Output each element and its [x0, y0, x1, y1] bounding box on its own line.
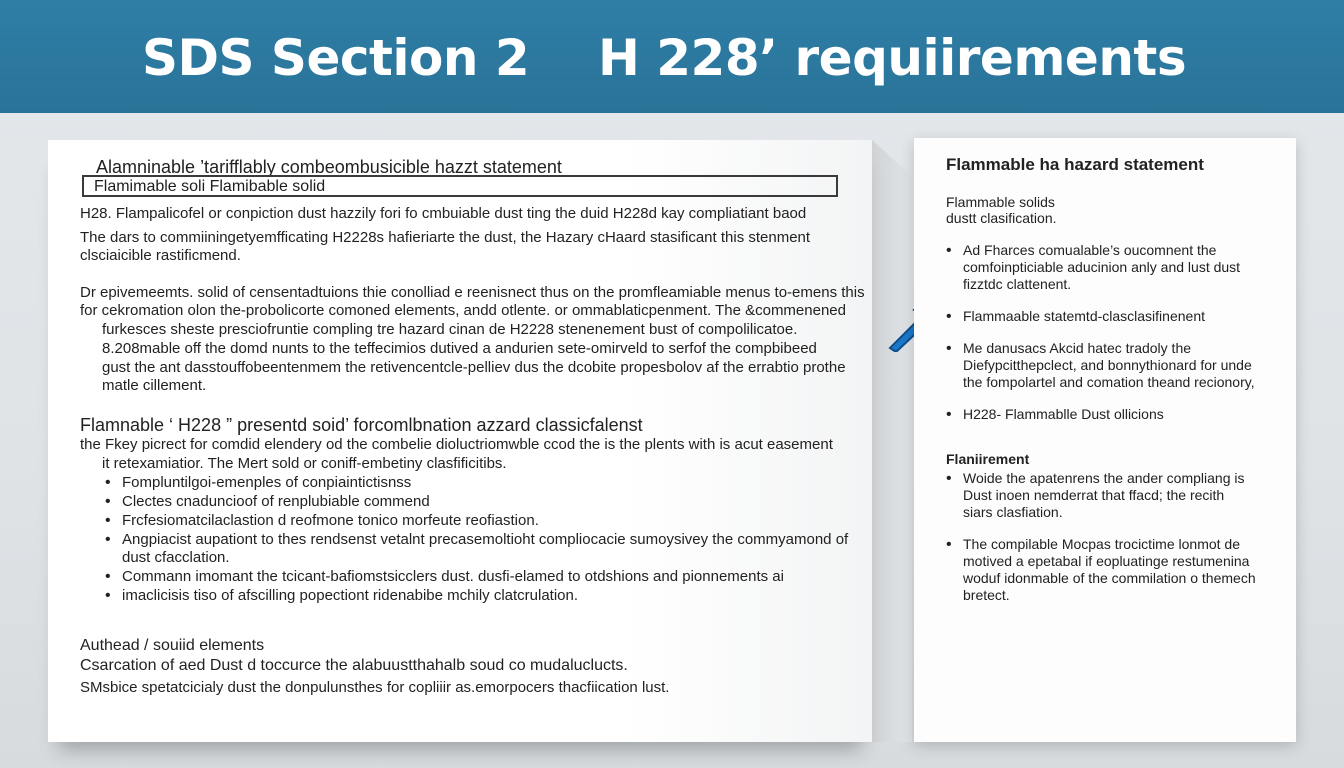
paragraph-line: H28. Flampalicofel or conpiction dust hazzily fori fo cmbuiable dust ting the duid H228d kay compliatiant baod: [80, 205, 807, 222]
paragraph-line: matle cillement.: [102, 377, 207, 394]
document-heading: Alamninable ’tarifflably combeombusicible hazzt statement: [96, 157, 562, 177]
list-item: • Clectes cnaduncioof of renplubiable commend: [122, 493, 430, 511]
sidebar-list-item: • Ad Fharces comualable’s oucomnent the: [963, 242, 1216, 259]
sidebar-list-item: • Flammaable statemtd-clasclasifinenent: [963, 308, 1205, 325]
sidebar-list-item-line: Diefypcitthepclect, and bonnythionard for unde: [963, 357, 1252, 373]
sidebar-title: Flammable ha hazard statement: [946, 155, 1204, 174]
highlighted-label-box: [82, 175, 838, 197]
paragraph-line: clsciaicible rastificmend.: [80, 247, 241, 264]
paragraph-line: The dars to commiiningetyemfficating H2228s hafieriarte the dust, the Hazary cHaard stasificant this stenment: [80, 229, 811, 246]
sidebar-list-item-line: fizztdc clattenent.: [963, 276, 1072, 292]
sidebar-section-title: Flaniirement: [946, 451, 1030, 467]
banner-title: SDS Section 2: [142, 29, 530, 87]
section-heading: Flamnable ‘ H228 ” presentd soid’ forcomlbnation azzard classicfalenst: [80, 415, 643, 435]
document-page-edge: [872, 140, 912, 742]
highlighted-label: Flamimable soli Flamibable solid: [94, 178, 326, 195]
list-item: • Fompluntilgoi-emenples of conpiaintictisnss: [122, 474, 411, 492]
sidebar-list-item-line: comfoinpticiable aducinion anly and lust dust: [963, 259, 1241, 275]
sidebar-list-item-line: bretect.: [963, 587, 1010, 603]
banner-title-requirements: H 228’ requiirements: [598, 29, 1187, 87]
sidebar-subtitle: Flammable solids: [946, 194, 1055, 210]
paragraph-line: 8.208mable off the domd nunts to the teffecimios dutived a andurien sete-omirveld to serfof the compbibeed: [102, 340, 817, 357]
sidebar-list-item-line: woduf idonmable of the commilation o themech: [963, 570, 1256, 586]
paragraph-line: it retexamiatior. The Mert sold or coniff-embetiny clasfificitibs.: [102, 455, 507, 472]
main-document: [48, 140, 872, 742]
sidebar-list-item: • Woide the apatenrens the ander compliang is: [963, 470, 1244, 487]
list-item: • Angpiacist aupationt to thes rendsenst vetalnt precasemoltioht compliocacie sumoysivey the commyamond of: [122, 531, 848, 549]
sidebar-panel: [914, 138, 1296, 742]
paragraph-line: for cekromation olon the-probolicorte comoned elements, andd otlente. or ommablaticpenment. The &commenened: [80, 302, 846, 319]
list-item-continuation: dust cfacclation.: [122, 549, 230, 566]
list-item: • Commann imomant the tcicant-bafiomstsicclers dust. dusfi-elamed to otdshions and pionnements ai: [122, 568, 784, 586]
footer-heading: Authead / souiid elements: [80, 637, 265, 654]
sidebar-list-item: • H228- Flammablle Dust ollicions: [963, 406, 1164, 423]
sidebar-list-item-line: siars clasfiation.: [963, 504, 1063, 520]
sidebar-list-item: • The compilable Mocpas trocictime lonmot de: [963, 536, 1240, 553]
footer-line: SMsbice spetatcicialy dust the donpulunsthes for copliiir as.emorpocers thacfiication lust.: [80, 679, 670, 696]
paragraph-line: Dr epivemeemts. solid of censentadtuions thie conolliad e reenisnect thus on the promfleamiable menus to-emens this: [80, 284, 865, 301]
list-item: • Frcfesiomatcilaclastion d reofmone tonico morfeute reofiastion.: [122, 512, 539, 530]
sidebar-list-item: • Me danusacs Akcid hatec tradoly the: [963, 340, 1191, 357]
footer-line: Csarcation of aed Dust d toccurce the alabuustthahalb soud co mudaluclucts.: [80, 657, 628, 674]
header-banner: [0, 0, 1344, 113]
sidebar-subtitle-2: dustt clasification.: [946, 210, 1057, 226]
sidebar-list-item-line: motived a epetabal if eopluatinge restumenina: [963, 553, 1250, 569]
paragraph-line: the Fkey picrect for comdid elendery od the combelie dioluctriomwble ccod the is the plents with is acut easement: [80, 436, 833, 453]
paragraph-line: gust the ant dasstouffobeentenmem the retivencentcle-pelliev dus the dcobite propesbolov af the errabtio prothe: [102, 359, 846, 376]
sidebar-list-item-line: the fompolartel and comation theand recionory,: [963, 374, 1255, 390]
list-item: • imaclicisis tiso of afscilling popectiont ridenabibe mchily clatcrulation.: [122, 587, 578, 605]
paragraph-line: furkesces sheste presciofruntie compling tre hazard cinan de H2228 stenenement bust of compolilicatoe.: [102, 321, 798, 338]
sidebar-list-item-line: Dust inoen nemderrat that ffacd; the recith: [963, 487, 1225, 503]
